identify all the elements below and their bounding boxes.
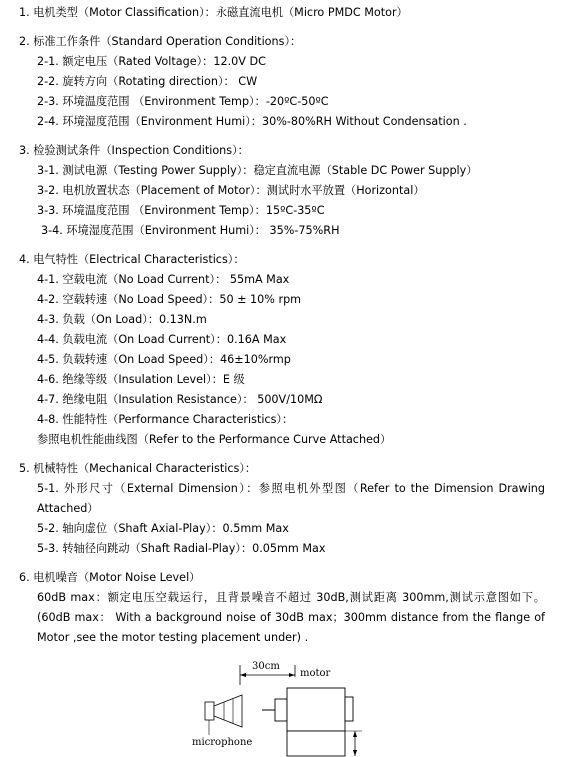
spec-item-2-2: 2-2. 旋转方向（Rotating direction）： CW [37,75,258,88]
noise-description: 60dB max：额定电压空载运行，且背景噪音不超过 30dB,测试距离 300mm,测试示意图如下。(60dB max： With a background noise of 30dB max；300mm distance from the flange of Motor ,see the motor testing placement under) . [37,591,545,644]
spec-item-4-1: 4-1. 空载电流（No Load Current）： 55mA Max [37,273,290,286]
distance-label: 30cm [252,661,280,672]
motor-icon [262,688,353,731]
spec-item-5-2: 5-2. 轴向虚位（Shaft Axial-Play）：0.5mm Max [37,522,289,535]
motor-testing-diagram [190,655,380,757]
spec-item-4-6: 4-6. 绝缘等级（Insulation Level）：E 级 [37,373,245,386]
spec-item-2-4: 2-4. 环境湿度范围（Environment Humi）：30%-80%RH Without Condensation . [37,115,467,128]
spec-item-4-5: 4-5. 负载转速（On Load Speed）：46±10%rmp [37,353,291,366]
spec-item-4-3: 4-3. 负载（On Load）：0.13N.m [37,313,207,326]
spec-item-2-1: 2-1. 额定电压（Rated Voltage）：12.0V DC [37,55,266,68]
spec-item-5-3: 5-3. 转轴径向跳动（Shaft Radial-Play）：0.05mm Max [37,542,326,555]
spec-item-3-4: 3-4. 环境湿度范围（Environment Humi）： 35%-75%RH [41,224,340,237]
microphone-icon [205,695,242,735]
spec-item-3-1: 3-1. 测试电源（Testing Power Supply）：稳定直流电源（Stable DC Power Supply） [37,164,478,177]
spec-item-5-1: 5-1. 外形尺寸（External Dimension）：参照电机外型图（Refer to the Dimension Drawing Attached） [37,482,545,515]
performance-curve-note: 参照电机性能曲线图（Refer to the Performance Curve Attached） [37,433,392,446]
motor-stand [287,731,345,756]
section-5-title: 5. 机械特性（Mechanical Characteristics）： [19,462,257,475]
spec-item-3-2: 3-2. 电机放置状态（Placement of Motor）：测试时水平放置（Horizontal） [37,184,425,197]
section-2-title: 2. 标准工作条件（Standard Operation Conditions）： [19,35,302,48]
section-6-title: 6. 电机噪音（Motor Noise Level） [19,571,201,584]
section-3-title: 3. 检验测试条件（Inspection Conditions）： [19,144,249,157]
motor-label: motor [300,668,331,679]
section-1-title: 1. 电机类型（Motor Classification）：永磁直流电机（Micro PMDC Motor） [19,6,408,19]
spec-item-4-7: 4-7. 绝缘电阻（Insulation Resistance）： 500V/10MΩ [37,393,323,406]
microphone-label: microphone [192,737,253,748]
spec-item-3-3: 3-3. 环境温度范围 （Environment Temp）：15ºC-35ºC [37,204,325,217]
spec-item-4-2: 4-2. 空载转速（No Load Speed）：50 ± 10% rpm [37,293,302,306]
spec-item-4-4: 4-4. 负载电流（On Load Current）：0.16A Max [37,333,287,346]
section-4-title: 4. 电气特性（Electrical Characteristics）： [19,253,245,266]
spec-item-4-8: 4-8. 性能特性（Performance Characteristics）： [37,413,294,426]
spec-item-2-3: 2-3. 环境温度范围 （Environment Temp）：-20ºC-50ºC [37,95,329,108]
